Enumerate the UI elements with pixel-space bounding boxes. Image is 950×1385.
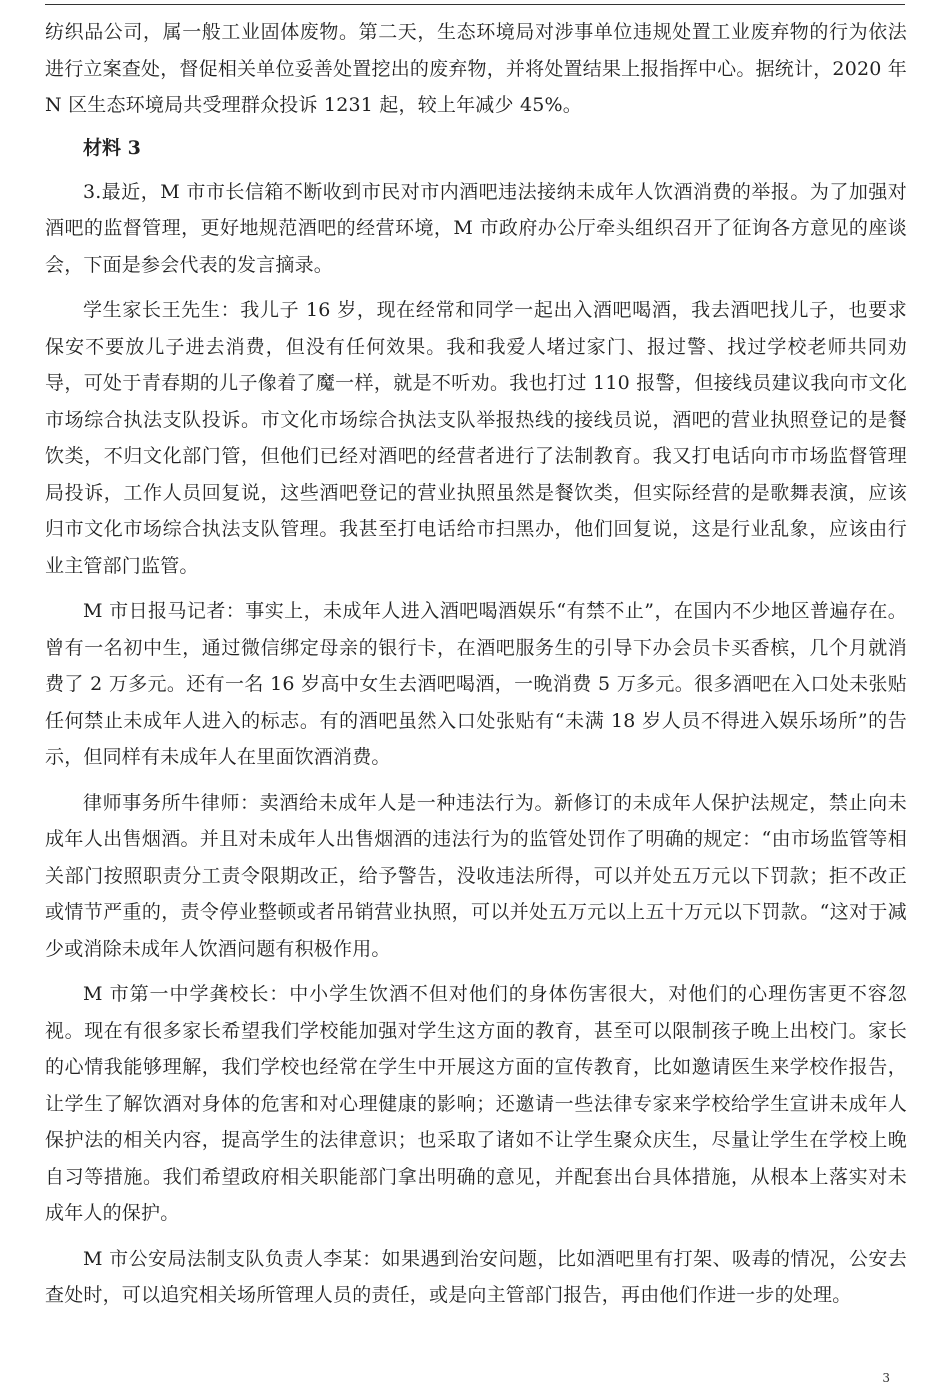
paragraph-lawyer-niu: 律师事务所牛律师：卖酒给未成年人是一种违法行为。新修订的未成年人保护法规定，禁止向未成年人出售烟酒。并且对未成年人出售烟酒的违法行为的监管处罚作了明确的规定：“由市场监管等相关部门按照职责分工责令限期改正，给予警告，没收违法所得，可以并处五万元以下罚款；拒不改正或情节严重的，责令停业整顿或者吊销营业执照，可以并处五万元以上五十万元以下罚款。“这对于减少或消除未成年人饮酒问题有积极作用。	[45, 791, 907, 960]
paragraph-reporter-ma: M 市日报马记者：事实上，未成年人进入酒吧喝酒娱乐“有禁不止”，在国内不少地区普遍存在。曾有一名初中生，通过微信绑定母亲的银行卡，在酒吧服务生的引导下办会员卡买香槟，几个月就消费了 2 万多元。还有一名 16 岁高中女生去酒吧喝酒，一晚消费 5 万多元。很多酒吧在入口处未张贴任何禁止未成年人进入的标志。有的酒吧虽然入口处张贴有“未满 18 岁人员不得进入娱乐场所”的告示，但同样有未成年人在里面饮酒消费。	[45, 600, 907, 768]
paragraph-police-li: M 市公安局法制支队负责人李某：如果遇到治安问题，比如酒吧里有打架、吸毒的情况，公安去查处时，可以追究相关场所管理人员的责任，或是向主管部门报告，再由他们作进一步的处理。	[45, 1247, 907, 1306]
page-number: 3	[882, 1371, 890, 1383]
paragraph-intro: 3.最近，M 市市长信箱不断收到市民对市内酒吧违法接纳未成年人饮酒消费的举报。为了加强对酒吧的监督管理，更好地规范酒吧的经营环境，M 市政府办公厅牵头组织召开了征询各方意见的座谈会，下面是参会代表的发言摘录。	[45, 180, 907, 276]
paragraph-continuation: 纺织品公司，属一般工业固体废物。第二天，生态环境局对涉事单位违规处置工业废弃物的行为依法进行立案查处，督促相关单位妥善处置挖出的废弃物，并将处置结果上报指挥中心。据统计，2020 年 N 区生态环境局共受理群众投诉 1231 起，较上年减少 45%。	[45, 21, 907, 116]
section-heading-material-3: 材料 3	[83, 136, 141, 159]
top-rule	[45, 4, 905, 5]
paragraph-principal-gong: M 市第一中学龚校长：中小学生饮酒不但对他们的身体伤害很大，对他们的心理伤害更不容忽视。现在有很多家长希望我们学校能加强对学生这方面的教育，甚至可以限制孩子晚上出校门。家长的心情我能够理解，我们学校也经常在学生中开展这方面的宣传教育，比如邀请医生来学校作报告，让学生了解饮酒对身体的危害和对心理健康的影响；还邀请一些法律专家来学校给学生宣讲未成年人保护法的相关内容，提高学生的法律意识；也采取了诸如不让学生聚众庆生，尽量让学生在学校上晚自习等措施。我们希望政府相关职能部门拿出明确的意见，并配套出台具体措施，从根本上落实对未成年人的保护。	[45, 983, 907, 1224]
paragraph-parent-wang: 学生家长王先生：我儿子 16 岁，现在经常和同学一起出入酒吧喝酒，我去酒吧找儿子，也要求保安不要放儿子进去消费，但没有任何效果。我和我爱人堵过家门、报过警、找过学校老师共同劝导，可处于青春期的儿子像着了魔一样，就是不听劝。我也打过 110 报警，但接线员建议我向市文化市场综合执法支队投诉。市文化市场综合执法支队举报热线的接线员说，酒吧的营业执照登记的是餐饮类，不归文化部门管，但他们已经对酒吧的经营者进行了法制教育。我又打电话向市市场监督管理局投诉，工作人员回复说，这些酒吧登记的营业执照虽然是餐饮类，但实际经营的是歌舞表演，应该归市文化市场综合执法支队管理。我甚至打电话给市扫黑办，他们回复说，这是行业乱象，应该由行业主管部门监管。	[45, 299, 907, 577]
document-page	[45, 14, 907, 1314]
